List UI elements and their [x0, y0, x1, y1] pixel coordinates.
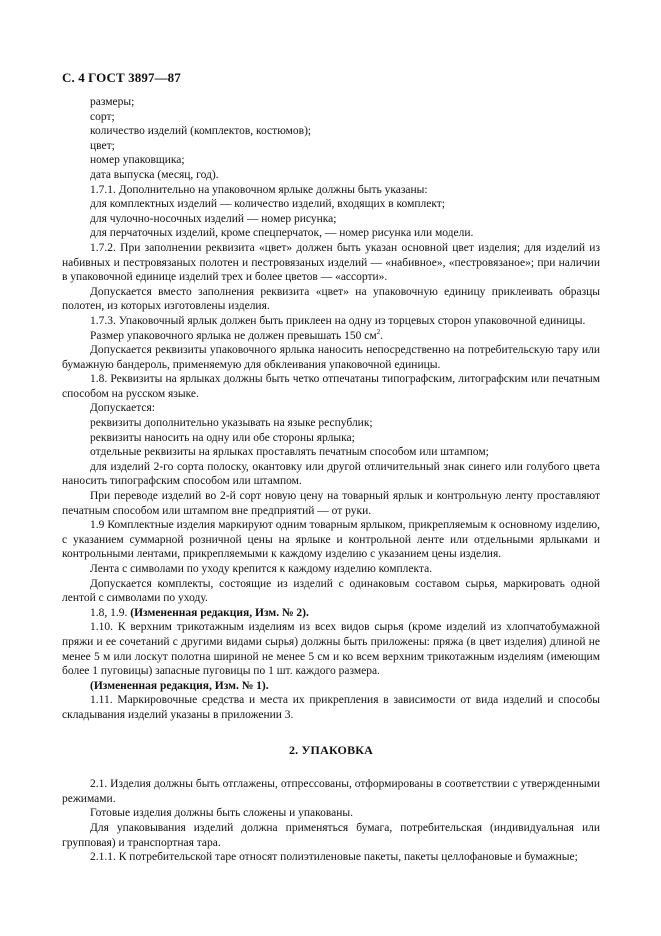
document-body	[62, 95, 600, 865]
list-item: отдельные реквизиты на ярлыках проставлять печатным способом или штампом;	[90, 446, 489, 459]
clause-1-11: 1.11. Маркировочные средства и места их прикрепления в зависимости от вида изделий и способы складывания изделий указаны в приложении 3.	[62, 694, 600, 721]
revision-note-2	[62, 606, 600, 621]
clause-2-1: 2.1. Изделия должны быть отглажены, отпрессованы, отформированы в соответствии с утвержденными режимами.	[62, 778, 600, 805]
clause-1-8: 1.8. Реквизиты на ярлыках должны быть четко отпечатаны типографским, литографским или печатным способом на русском языке.	[62, 373, 600, 400]
paragraph: для изделий 2-го сорта полоску, окантовку или другой отличительный знак синего или голубого цвета наносить типографским способом или штампом.	[62, 460, 600, 488]
period: .	[380, 329, 384, 342]
list-item: для перчаточных изделий, кроме спецперчаток, — номер рисунка или модели.	[90, 227, 474, 240]
superscript: 2	[376, 327, 381, 336]
paragraph: Готовые изделия должны быть сложены и упакованы.	[90, 807, 354, 820]
list-item: цвет;	[90, 139, 115, 152]
paragraph: Допускается комплекты, состоящие из изделий с одинаковым составом сырья, маркировать одной лентой с символами по уходу.	[62, 577, 600, 605]
revision-clauses: 1.8, 1.9.	[90, 606, 128, 619]
clause-1-10: 1.10. К верхним трикотажным изделиям из всех видов сырья (кроме изделий из хлопчатобумажной пряжи и ее сочетаний с другими видами сырья) должны быть приложены: пряжа (в цвет изделия) длиной не менее 5 м или лоскут полотна шириной не менее 5 см и ко всем верхним трикотажным изделиям (имеющим более 1 пуговицы) запасные пуговицы по 1 шт. каждого размера.	[62, 621, 600, 678]
clause-1-7-2: 1.7.2. При заполнении реквизита «цвет» должен быть указан основной цвет изделия; для изделий из набивных и пестровязаных полотен и пестровязаных изделий — «набивное», «пестровязаное»; при наличии в упаковочной единице изделий трех и более цветов — «ассорти».	[62, 241, 600, 284]
revision-label: (Измененная редакция, Изм. № 2).	[130, 606, 309, 619]
paragraph: При переводе изделий во 2-й сорт новую цену на товарный ярлык и контрольную ленту проставляют печатным способом или штампом вне предприятий — от руки.	[62, 490, 600, 517]
paragraph: Лента с символами по уходу крепится к каждому изделию комплекта.	[90, 563, 433, 575]
list-item: реквизиты наносить на одну или обе стороны ярлыка;	[90, 431, 355, 444]
label-size-paragraph	[62, 329, 600, 344]
paragraph: Для упаковывания изделий должна применяться бумага, потребительская (индивидуальная или групповая) и транспортная тара.	[62, 821, 600, 849]
list-item: для комплектных изделий — количество изделий, входящих в комплект;	[90, 198, 445, 211]
label-size-text: Размер упаковочного ярлыка не должен превышать 150 см	[90, 329, 377, 342]
list-item: реквизиты дополнительно указывать на языке республик;	[90, 417, 373, 430]
list-item: количество изделий (комплектов, костюмов);	[90, 125, 312, 138]
clause-1-7-1: 1.7.1. Дополнительно на упаковочном ярлыке должны быть указаны:	[90, 183, 428, 196]
list-item: сорт;	[90, 110, 115, 123]
paragraph: Допускается вместо заполнения реквизита «цвет» на упаковочную единицу приклеивать образцы полотен, из которых изготовлены изделия.	[62, 285, 600, 313]
paragraph: Допускается:	[90, 402, 155, 415]
page-header: С. 4 ГОСТ 3897—87	[62, 70, 181, 85]
paragraph: Допускается реквизиты упаковочного ярлыка наносить непосредственно на потребительскую тару или бумажную бандероль, применяемую для обклеивания упаковочной единицы.	[62, 344, 600, 371]
list-item: дата выпуска (месяц, год).	[90, 168, 219, 181]
clause-1-7-3: 1.7.3. Упаковочный ярлык должен быть приклеен на одну из торцевых сторон упаковочной единицы.	[90, 314, 586, 327]
list-item: размеры;	[90, 96, 135, 108]
section-title: 2. УПАКОВКА	[288, 742, 374, 757]
revision-note-1: (Измененная редакция, Изм. № 1).	[90, 679, 269, 692]
list-item: номер упаковщика;	[90, 154, 185, 167]
clause-1-9: 1.9 Комплектные изделия маркируют одним товарным ярлыком, прикрепляемым к основному изделию, с указанием суммарной розничной цены на ярлыке и контрольной ленте или отдельными ярлыками и контрольными лентами, прикрепляемыми к каждому изделию с указанием цены изделия.	[62, 519, 600, 561]
list-item: для чулочно-носочных изделий — номер рисунка;	[90, 212, 337, 225]
clause-2-1-1: 2.1.1. К потребительской таре относят полиэтиленовые пакеты, пакеты целлофановые и бумажные;	[90, 851, 578, 864]
